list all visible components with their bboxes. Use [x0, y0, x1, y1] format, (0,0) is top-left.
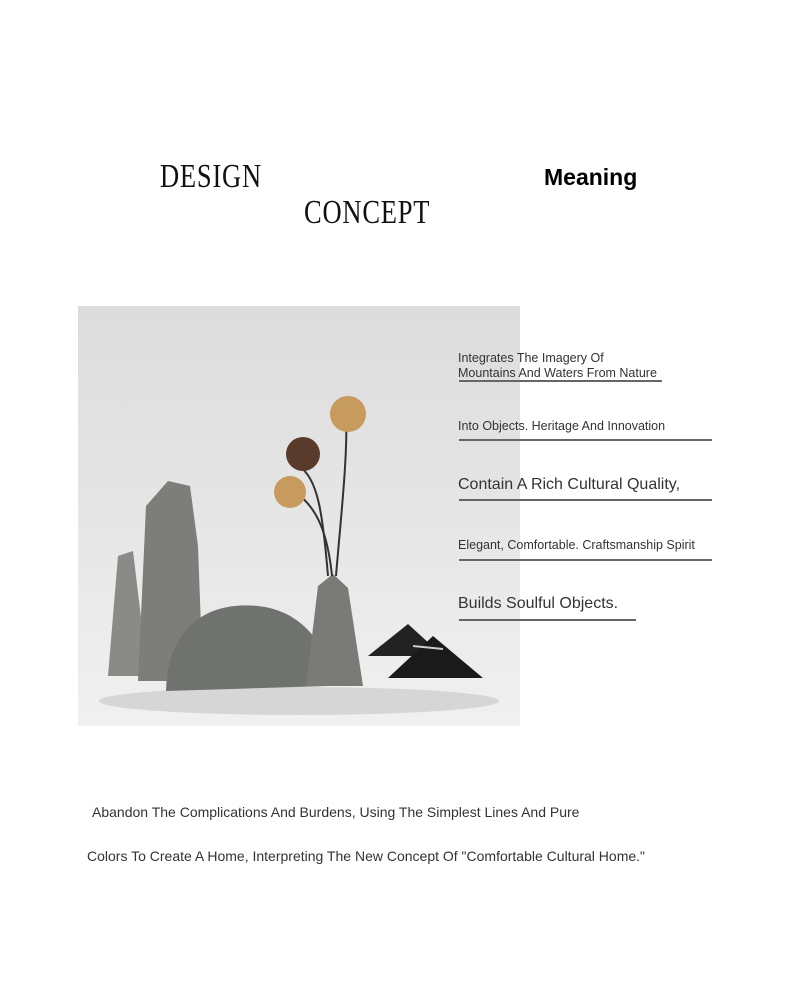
description-line-2: Colors To Create A Home, Interpreting The New Concept Of "Comfortable Cultural Home."	[87, 848, 646, 864]
feature-line-5: Elegant, Comfortable. Craftsmanship Spirit	[458, 538, 695, 552]
divider	[459, 619, 636, 621]
feature-line-2: Mountains And Waters From Nature	[458, 366, 657, 380]
title-concept: CONCEPT	[304, 194, 431, 231]
mountain-vase-illustration	[78, 306, 520, 726]
feature-line-6: Builds Soulful Objects.	[458, 595, 619, 612]
meaning-heading: Meaning	[544, 164, 638, 190]
description-line-1: Abandon The Complications And Burdens, Using The Simplest Lines And Pure	[92, 804, 580, 820]
feature-line-3: Into Objects. Heritage And Innovation	[458, 419, 666, 433]
divider	[459, 559, 712, 561]
divider	[459, 439, 712, 441]
title-design: DESIGN	[160, 158, 262, 195]
product-photo	[78, 306, 520, 726]
divider	[459, 380, 662, 382]
divider	[459, 499, 712, 501]
feature-line-4: Contain A Rich Cultural Quality,	[458, 476, 681, 493]
feature-line-1: Integrates The Imagery Of	[458, 351, 604, 365]
